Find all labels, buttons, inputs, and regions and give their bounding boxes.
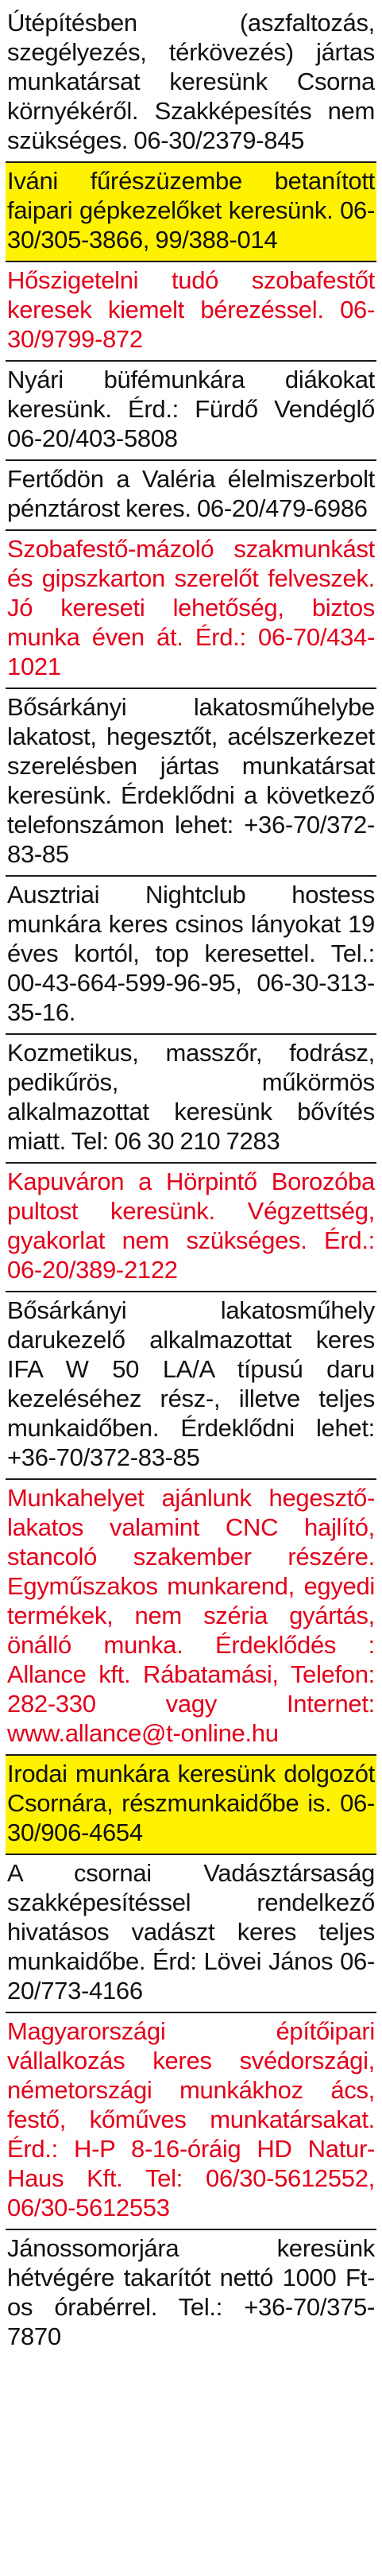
ad-cnc-welder-locksmith: Munkahelyet ajánlunk hegesztő-lakatos valamint CNC hajlító, stancoló szakember részére. Egyműszakos munkarend, egyedi termékek, nem széria gyártás, önálló munka. Érdeklődés : Allance kft. Rábatamási, Telefon: 282-330 vagy Internet: www.allance@t-online.hu xyxy=(6,1480,376,1756)
ad-painter-drywall-installer: Szobafestő-mázoló szakmunkást és gipszkarton szerelőt felveszek. Jó kereseti lehetőség, biztos munka éven át. Érd.: 06-70/434-1021 xyxy=(6,531,376,689)
ad-professional-hunter: A csornai Vadásztársaság szakképesítéssel rendelkező hivatásos vadászt keres teljes munkaidőbe. Érd: Lövei János 06-20/773-4166 xyxy=(6,1855,376,2013)
ad-nightclub-hostess: Ausztriai Nightclub hostess munkára keres csinos lányokat 19 éves kortól, top keresettel. Tel.: 00-43-664-599-96-95, 06-30-313-35-16. xyxy=(6,877,376,1035)
ad-locksmith-welder: Bősárkányi lakatosműhelybe lakatost, hegesztőt, acélszerkezet szerelésben jártas munkatársat keresünk. Érdeklődni a következő telefonszámon lehet: +36-70/372-83-85 xyxy=(6,689,376,877)
ad-insulating-painter: Hőszigetelni tudó szobafestőt keresek kiemelt bérezéssel. 06-30/9799-872 xyxy=(6,262,376,362)
ad-grocery-cashier: Fertődön a Valéria élelmiszerbolt pénztárost keres. 06-20/479-6986 xyxy=(6,461,376,531)
ad-wine-bar-bartender: Kapuváron a Hörpintő Borozóba pultost keresünk. Végzettség, gyakorlat nem szükséges. Érd.: 06-20/389-2122 xyxy=(6,1164,376,1292)
ad-crane-operator: Bősárkányi lakatosműhely darukezelő alkalmazottat keres IFA W 50 LA/A típusú daru kezeléséhez rész-, illetve teljes munkaidőben. Érdeklődni lehet: +36-70/372-83-85 xyxy=(6,1292,376,1480)
ad-weekend-cleaner: Jánossomorjára keresünk hétvégére takarítót nettó 1000 Ft-os órabérrel. Tel.: +36-70/375-7870 xyxy=(7,2234,375,2350)
ad-road-construction-worker: Útépítésben (aszfaltozás, szegélyezés, térkövezés) jártas munkatársat keresünk Csorna környékéről. Szakképesítés nem szükséges. 06-30/2379-845 xyxy=(6,5,376,163)
ad-beauty-salon-staff: Kozmetikus, masszőr, fodrász, pedikűrös, műkörmös alkalmazottat keresünk bővítés miatt. Tel: 06 30 210 7283 xyxy=(6,1035,376,1164)
ad-office-worker: Irodai munkára keresünk dolgozót Csornára, részmunkaidőbe is. 06-30/906-4654 xyxy=(6,1756,376,1855)
ad-construction-abroad: Magyarországi építőipari vállalkozás keres svédországi, németországi munkákhoz ács, festő, kőműves munkatársakat. Érd.: H-P 8-16-óráig HD Natur-Haus Kft. Tel: 06/30-5612552, 06/30-5612553 xyxy=(6,2013,376,2230)
ad-sawmill-machine-operator: Iváni fűrészüzembe betanított faipari gépkezelőket keresünk. 06-30/305-3866, 99/388-014 xyxy=(6,163,376,262)
ad-summer-buffet-students: Nyári büfémunkára diákokat keresünk. Érd.: Fürdő Vendéglő 06-20/403-5808 xyxy=(6,362,376,461)
